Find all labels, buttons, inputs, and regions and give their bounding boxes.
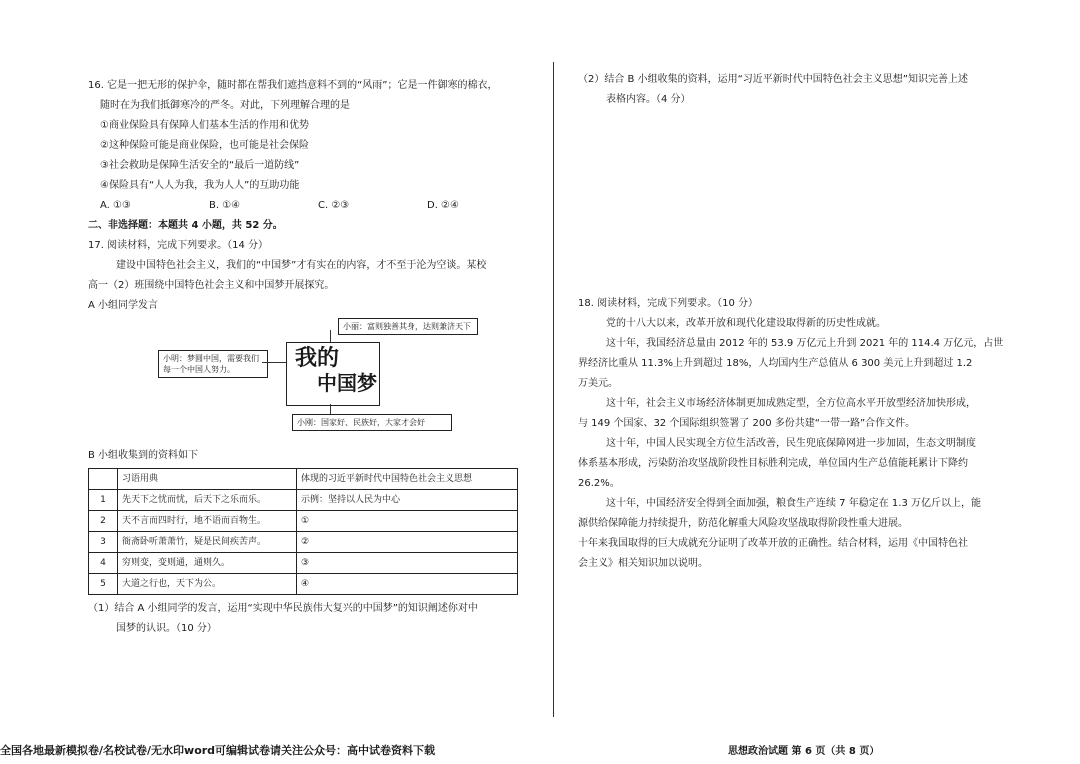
q16-option-d: D. ②④ [427,200,459,211]
table-cell: ① [297,511,518,532]
group-b-heading: B 小组收集到的资料如下 [88,450,199,461]
q16-option-c: C. ②③ [318,200,350,211]
q18-line: 与 149 个国家、32 个国际组织签署了 200 多份共建“一带一路”合作文件。 [578,418,916,429]
q16-item-4: ④保险具有“人人为我，我为人人”的互助功能 [100,180,300,191]
q18-line: 党的十八大以来，改革开放和现代化建设取得新的历史性成就。 [606,318,886,329]
connector-line [262,362,286,363]
q18-line: 万美元。 [578,378,618,389]
idiom-table [88,468,518,595]
q18-line: 这十年，中国经济安全得到全面加强，粮食生产连续 7 年稳定在 1.3 万亿斤以上，能 [606,498,981,509]
table-cell: 2 [89,511,118,532]
q17-sub2-line1: （2）结合 B 小组收集的资料，运用“习近平新时代中国特色社会主义思想”知识完善上述 [578,74,968,85]
column-divider [553,62,554,717]
table-header: 体现的习近平新时代中国特色社会主义思想 [297,469,518,490]
q17-stem: 17. 阅读材料，完成下列要求。（14 分） [88,240,268,251]
table-cell: 4 [89,553,118,574]
speech-box-xiaoming: 小明：梦圆中国，需要我们每一个中国人努力。 [158,350,268,378]
table-cell: 示例：坚持以人民为中心 [297,490,518,511]
q18-line: 这十年，中国人民实现全方位生活改善，民生兜底保障网进一步加固，生态文明制度 [606,438,976,449]
table-header-row [89,469,518,490]
table-header [89,469,118,490]
table-cell: 衙斋卧听萧萧竹，疑是民间疾苦声。 [118,532,297,553]
q16-stem-line1: 16. 它是一把无形的保护伞，随时都在帮我们遮挡意料不到的“风雨”；它是一件御寒的棉衣， [88,80,498,91]
q18-line: 十年来我国取得的巨大成就充分证明了改革开放的正确性。结合材料，运用《中国特色社 [578,538,968,549]
q18-line: 这十年，我国经济总量由 2012 年的 53.9 万亿元上升到 2021 年的 114.4 万亿元，占世 [606,338,1004,349]
group-a-figure [158,316,471,446]
q16-option-a: A. ①③ [100,200,131,211]
table-cell: 3 [89,532,118,553]
q18-line: 源供给保障能力持续提升，防范化解重大风险攻坚战取得阶段性重大进展。 [578,518,908,529]
answer-space [578,110,1018,294]
q18-line: 这十年，社会主义市场经济体制更加成熟定型，全方位高水平开放型经济加快形成， [606,398,976,409]
table-cell: 天不言而四时行，地不语而百物生。 [118,511,297,532]
group-a-heading: A 小组同学发言 [88,300,159,311]
q17-material-line2: 高一（2）班围绕中国特色社会主义和中国梦开展探究。 [88,280,335,291]
q16-option-b: B. ①④ [209,200,241,211]
section-2-heading: 二、非选择题：本题共 4 小题，共 52 分。 [88,220,283,231]
table-cell: ② [297,532,518,553]
q18-line: 会主义》相关知识加以说明。 [578,558,708,569]
q16-item-3: ③社会救助是保障生活安全的“最后一道防线” [100,160,300,171]
table-cell: 1 [89,490,118,511]
q16-stem-line2: 随时在为我们抵御寒冷的严冬。对此，下列理解合理的是 [100,100,350,111]
table-row [89,511,518,532]
footer-watermark-text: 全国各地最新模拟卷/名校试卷/无水印word可编辑试卷请关注公众号：高中试卷资料下载 [0,744,436,757]
logo-text-top: 我的 [295,346,340,371]
speech-box-xiaogang: 小刚：国家好、民族好，大家才会好 [292,414,452,431]
q17-material-line1: 建设中国特色社会主义，我们的“中国梦”才有实在的内容，才不至于沦为空谈。某校 [116,260,487,271]
chinese-dream-logo [286,342,380,406]
table-cell: 先天下之忧而忧，后天下之乐而乐。 [118,490,297,511]
right-column [578,70,1018,574]
table-row [89,532,518,553]
q17-sub1-line1: （1）结合 A 小组同学的发言，运用“实现中华民族伟大复兴的中国梦”的知识阐述你对中 [88,603,478,614]
table-cell: ③ [297,553,518,574]
left-column [88,76,536,639]
speech-box-xiaoli: 小丽：富则独善其身，达则兼济天下 [338,318,478,335]
table-row [89,553,518,574]
q18-line: 26.2%。 [578,478,620,489]
q18-line: 体系基本形成，污染防治攻坚战阶段性目标胜利完成，单位国内生产总值能耗累计下降约 [578,458,968,469]
q16-item-2: ②这种保险可能是商业保险，也可能是社会保险 [100,140,309,151]
connector-line [330,330,331,342]
table-header: 习语用典 [118,469,297,490]
q18-line: 界经济比重从 11.3%上升到超过 18%，人均国内生产总值从 6 300 美元上升到超过 1.2 [578,358,973,369]
table-cell: ④ [297,574,518,595]
q16-item-1: ①商业保险具有保障人们基本生活的作用和优势 [100,120,309,131]
table-row [89,574,518,595]
q16-options [88,196,536,216]
table-row [89,490,518,511]
footer-page-info: 思想政治试题 第 6 页（共 8 页） [728,746,880,757]
table-cell: 大道之行也，天下为公。 [118,574,297,595]
table-cell: 5 [89,574,118,595]
q18-stem: 18. 阅读材料，完成下列要求。（10 分） [578,298,758,309]
q17-sub2-line2: 表格内容。（4 分） [606,94,691,105]
q17-sub1-line2: 国梦的认识。（10 分） [116,623,217,634]
table-cell: 穷则变，变则通，通则久。 [118,553,297,574]
logo-text-bottom: 中国梦 [317,371,377,395]
